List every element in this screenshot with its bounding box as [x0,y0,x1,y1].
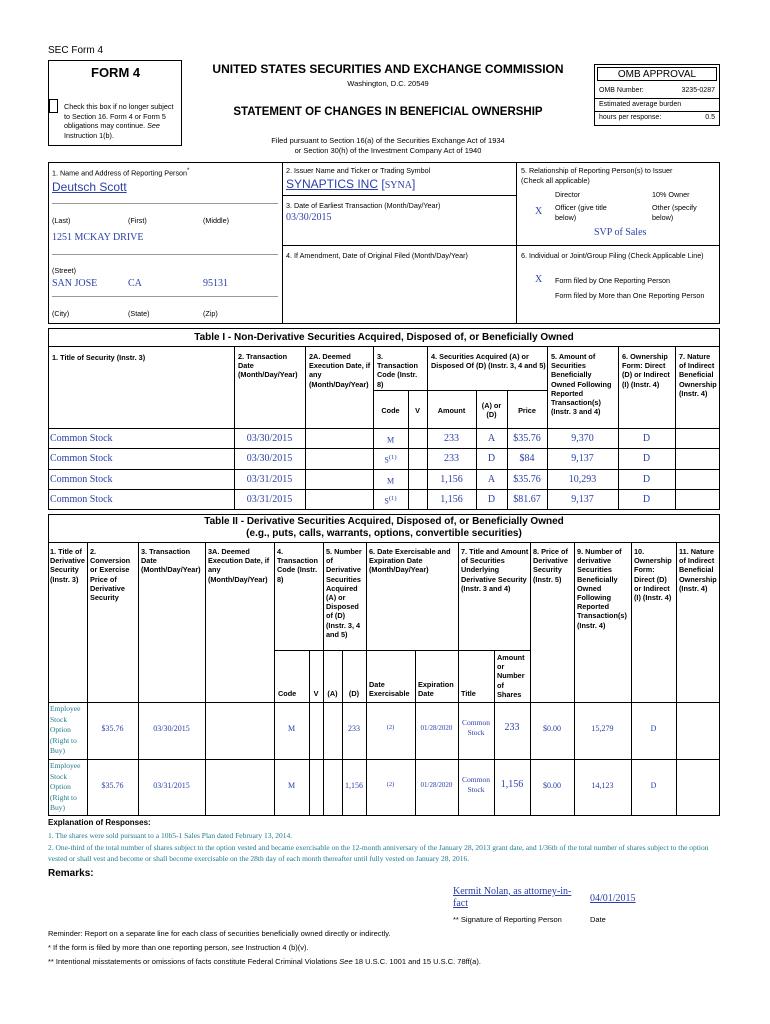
t1-row1-owned: 9,370 [571,433,594,444]
t2-row2-price: $35.76 [101,781,124,790]
checkbox-text: Check this box if no longer subject to Section 16. Form 4 or Form 5 obligations may continue. See Instruction 1(b). [64,102,174,140]
issuer-name-line: SYNAPTICS INC [SYNA] [286,177,416,191]
t2-h-title-sub: Title [461,689,476,698]
t2-row1-under-title: Common Stock [462,718,490,737]
t1-h-code-sub: Code [381,406,400,415]
issuer-label: 2. Issuer Name and Ticker or Trading Symbol [286,166,431,175]
remarks-title: Remarks: [48,868,94,879]
t1-row1-form: D [642,433,651,444]
footer-violations: ** Intentional misstatements or omissions of facts constitute Federal Criminal Violations See 18 U.S.C. 1001 and 15 U.S.C. 78ff(a). [48,957,481,966]
t2-row2-owned: 14,123 [591,781,614,790]
director-label: Director [555,190,581,199]
t2-row2-date: 03/31/2015 [153,781,190,790]
state-label: (State) [128,309,150,318]
reporting-person-label: 1. Name and Address of Reporting Person* [52,168,190,178]
city-value: SAN JOSE [52,278,98,289]
t2-row2-form: D [650,781,657,790]
t1-row3-form: D [642,474,651,485]
t2-h-title: 1. Title of Derivative Security (Instr. 3) [50,547,85,584]
t2-h-d: (D) [348,689,360,698]
t1-row4-date: 03/31/2015 [246,494,293,505]
footer-instruction: * If the form is filed by more than one reporting person, see Instruction 4 (b)(v). [48,943,309,952]
date-label: Date [590,915,606,924]
t2-h-deemed: 3A. Deemed Execution Date, if any (Month/Day/Year) [208,547,270,584]
t1-row1-price: $35.76 [513,433,541,444]
no-longer-subject-checkbox[interactable] [49,99,58,113]
t2-h-date-ex: Date Exercisable [369,680,410,699]
t1-h-acquired: 4. Securities Acquired (A) or Disposed Of (D) (Instr. 3, 4 and 5) [431,352,546,371]
issuer-name[interactable]: SYNAPTICS INC [286,177,379,191]
form-title-box [48,60,182,146]
omb-title: OMB APPROVAL [597,67,717,81]
t1-row1-date: 03/30/2015 [246,433,293,444]
t1-row3-amount: 1,156 [440,474,463,485]
reporting-person-name[interactable]: Deutsch Scott [52,180,127,194]
t1-h-amount: Amount [437,406,466,415]
signature-label: ** Signature of Reporting Person [453,915,562,924]
t2-h-code-sub: Code [278,689,297,698]
one-person-check: X [535,274,543,285]
earliest-date: 03/30/2015 [286,212,332,223]
t1-h-nature: 7. Nature of Indirect Beneficial Ownership (Instr. 4) [679,352,717,398]
t1-h-code: 3. Transaction Code (Instr. 8) [377,352,418,389]
t2-h-owned: 9. Number of derivative Securities Beneficially Owned Following Reported Transaction(s) (Instr. 4) [577,547,627,630]
t2-row2-under-amt: 1,156 [500,779,524,790]
t1-row1-ad: A [487,433,496,444]
other-label: Other (specify below) [652,203,697,222]
t2-h-date: 3. Transaction Date (Month/Day/Year) [141,547,201,575]
t2-h-exp: Expiration Date [418,680,454,699]
t1-row1-code: M [386,435,395,445]
street-label: (Street) [52,266,76,275]
ticker: SYNA [384,180,412,191]
street-value: 1251 MCKAY DRIVE [52,232,144,243]
t2-h-dprice: 8. Price of Derivative Security (Instr. 5) [533,547,568,584]
t1-row2-date: 03/30/2015 [246,453,293,464]
middle-label: (Middle) [203,216,229,225]
officer-title: SVP of Sales [594,227,647,238]
omb-number-label: OMB Number: [599,87,644,94]
t2-h-code: 4. Transaction Code (Instr. 8) [277,547,318,584]
t2-h-amount: Amount or Number of Shares [497,653,525,699]
t1-row2-title: Common Stock [50,453,113,464]
filing-type-label: 6. Individual or Joint/Group Filing (Check Applicable Line) [521,251,704,260]
t2-h-v: V [313,689,319,698]
city-label: (City) [52,309,70,318]
t1-h-form: 6. Ownership Form: Direct (D) or Indirect (I) (Instr. 4) [622,352,670,389]
t2-row2-code: M [287,781,296,790]
zip-value: 95131 [203,278,228,289]
explanation-title: Explanation of Responses: [48,818,151,827]
officer-label: Officer (give title below) [555,203,607,222]
t1-row3-title: Common Stock [50,474,113,485]
hours-label: hours per response: [599,114,662,121]
t2-row1-price: $35.76 [101,724,124,733]
earliest-date-label: 3. Date of Earliest Transaction (Month/Day/Year) [286,201,441,210]
t2-row1-title: Employee Stock Option (Right to Buy) [50,704,81,755]
form-title: FORM 4 [91,65,141,80]
t2-row2-title: Employee Stock Option (Right to Buy) [50,761,81,812]
t2-row1-owned: 15,279 [591,724,614,733]
t1-row3-ad: A [487,474,496,485]
filed-pursuant: Filed pursuant to Section 16(a) of the Securities Exchange Act of 1934 or Section 30(h) of the Investment Company Act of 1940 [271,136,505,155]
statement-title: STATEMENT OF CHANGES IN BENEFICIAL OWNERSHIP [233,106,543,118]
one-person-label: Form filed by One Reporting Person [555,276,671,285]
t2-h-form: 10. Ownership Form: Direct (D) or Indirect (I) (Instr. 4) [634,547,672,603]
t2-row2-d: 1,156 [345,781,363,790]
t1-row4-form: D [642,494,651,505]
footnote-2: 2. One-third of the total number of shares subject to the option vested and became exercisable on the 12-month anniversary of the January 28, 2013 grant date, and 1/36th of the total number of shares subject to the option vested or shall vest and become or shall become exercisable on the 28th day of each month thereafter until fully vested on January 28, 2016. [48,843,709,863]
t1-row3-owned: 10,293 [568,474,597,485]
relationship-label: 5. Relationship of Reporting Person(s) to Issuer (Check all applicable) [521,166,673,185]
table-2-title: Table II - Derivative Securities Acquired, Disposed of, or Beneficially Owned (e.g., puts, calls, warrants, options, convertible securities) [204,516,564,539]
t1-h-price: Price [518,406,536,415]
t1-row4-price: $81.67 [513,494,541,505]
t1-h-owned: 5. Amount of Securities Beneficially Owned Following Reported Transaction(s) (Instr. 3 and 4) [551,352,612,417]
sec-form-label: SEC Form 4 [48,45,104,56]
t1-row2-form: D [642,453,651,464]
t1-row2-owned: 9,137 [571,453,594,464]
t1-row1-title: Common Stock [50,433,113,444]
t1-row2-amount: 233 [444,453,459,464]
agency-title: UNITED STATES SECURITIES AND EXCHANGE COMMISSION [212,62,564,76]
omb-number-value: 3235-0287 [681,87,715,94]
t2-row1-code: M [287,724,296,733]
t1-row3-date: 03/31/2015 [246,474,293,485]
t1-h-aord: (A) or (D) [481,401,502,420]
t2-h-exercisable: 6. Date Exercisable and Expiration Date (Month/Day/Year) [369,547,451,575]
officer-check: X [535,206,543,217]
t1-h-deemed: 2A. Deemed Execution Date, if any (Month/Day/Year) [309,352,371,389]
state-value: CA [128,278,142,289]
t1-row1-amount: 233 [444,433,459,444]
last-label: (Last) [52,216,71,225]
table-1-title: Table I - Non-Derivative Securities Acquired, Disposed of, or Beneficially Owned [194,332,574,343]
t1-row4-ad: D [487,494,496,505]
t2-row1-date: 03/30/2015 [153,724,190,733]
t2-h-nature: 11. Nature of Indirect Beneficial Ownership (Instr. 4) [679,547,717,593]
hours-value: 0.5 [705,114,715,121]
t2-row2-under-title: Common Stock [462,775,490,794]
t2-row2-exercisable: (2) [386,781,395,788]
t1-h-title: 1. Title of Security (Instr. 3) [52,353,146,362]
more-person-label: Form filed by More than One Reporting Person [555,291,705,300]
t1-row3-code: M [386,476,395,486]
omb-box [594,64,720,126]
signature-name[interactable]: Kermit Nolan, as attorney-in-fact [453,886,572,909]
t1-row3-price: $35.76 [513,474,541,485]
t2-row1-exercisable: (2) [386,724,395,731]
t2-row1-dprice: $0.00 [543,724,561,733]
t2-h-underlying: 7. Title and Amount of Securities Underlying Derivative Security (Instr. 3 and 4) [461,547,529,593]
t1-h-v: V [415,406,420,415]
zip-label: (Zip) [203,309,218,318]
burden-label: Estimated average burden [599,101,682,108]
t1-row4-code: $S^{(1)}$ [384,495,397,506]
t2-row1-expiration: 01/28/2020 [420,724,453,732]
t1-row2-price: $84 [519,453,535,464]
t2-row1-form: D [650,724,657,733]
t1-row4-amount: 1,156 [440,494,463,505]
footer-reminder: Reminder: Report on a separate line for each class of securities beneficially owned directly or indirectly. [48,929,391,938]
signature-date: 04/01/2015 [590,893,636,904]
footnote-1: 1. The shares were sold pursuant to a 10b5-1 Sales Plan dated February 13, 2014. [48,831,293,840]
ten-percent-label: 10% Owner [652,190,690,199]
t2-h-number: 5. Number of Derivative Securities Acquired (A) or Disposed of (D) (Instr. 3, 4 and 5) [326,547,362,639]
t2-row2-dprice: $0.00 [543,781,561,790]
t2-row1-under-amt: 233 [504,722,520,733]
agency-location: Washington, D.C. 20549 [347,79,429,88]
t1-row2-ad: D [487,453,496,464]
amendment-label: 4. If Amendment, Date of Original Filed (Month/Day/Year) [286,251,468,260]
t1-row2-code: $S^{(1)}$ [384,454,397,465]
t2-h-a: (A) [327,689,338,698]
first-label: (First) [128,216,147,225]
t1-row4-title: Common Stock [50,494,113,505]
t2-h-price: 2. Conversion or Exercise Price of Derivative Security [90,547,131,603]
t2-row1-d: 233 [348,724,360,733]
t1-h-date: 2. Transaction Date (Month/Day/Year) [238,352,298,380]
t1-row4-owned: 9,137 [571,494,594,505]
t2-row2-expiration: 01/28/2020 [420,781,453,789]
